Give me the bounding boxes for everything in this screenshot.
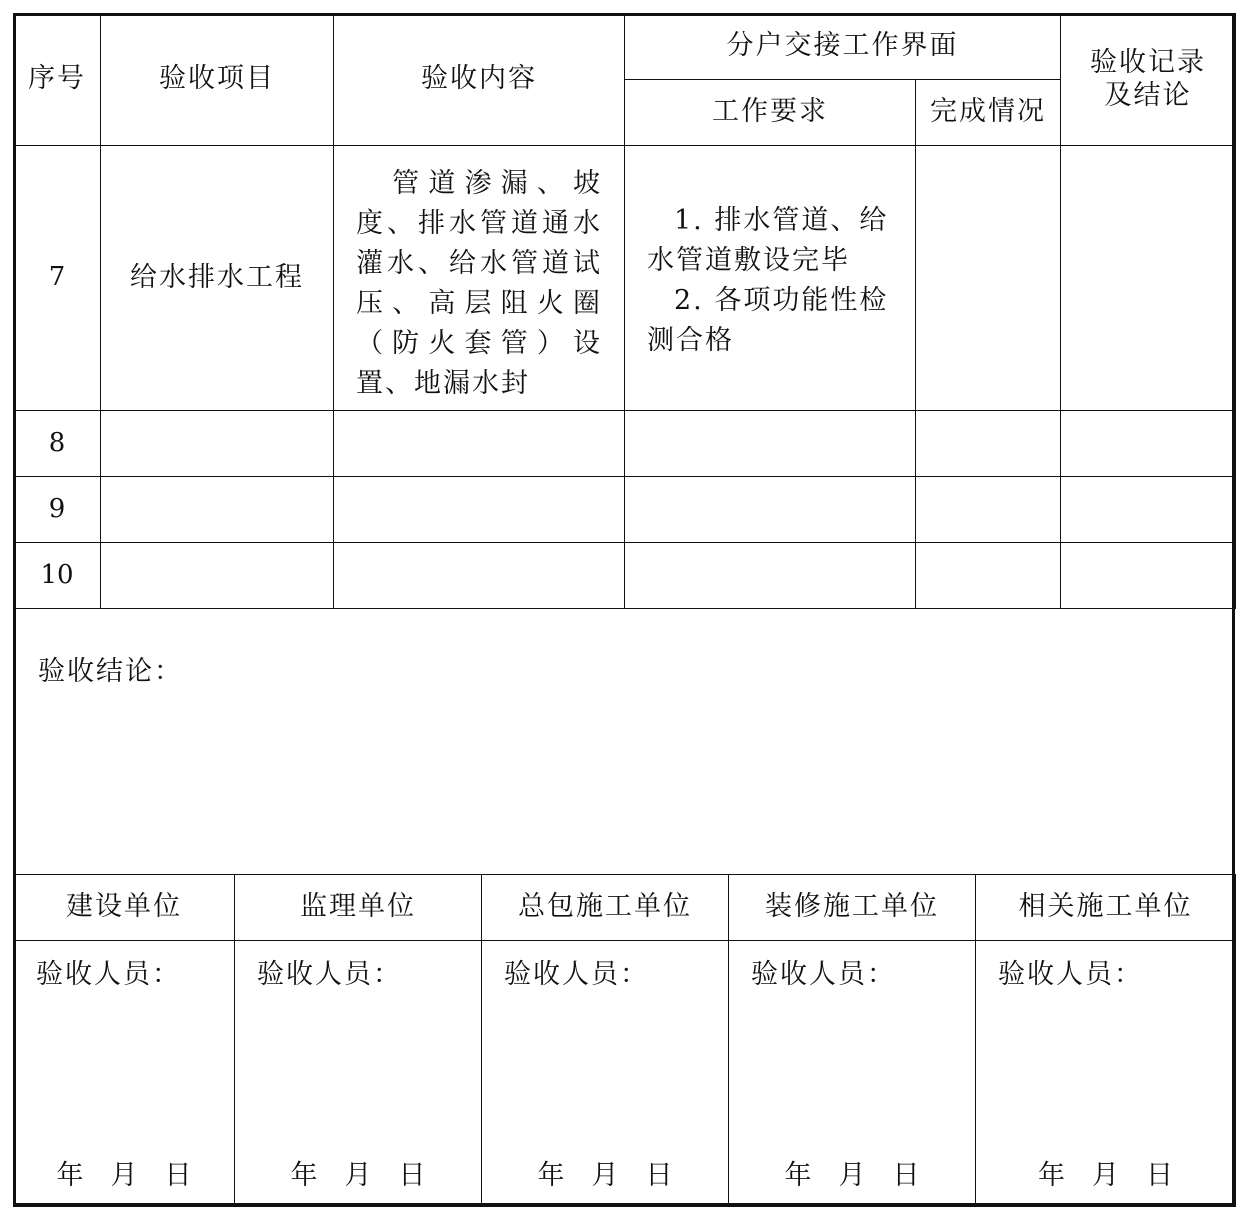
header-seq: 序号 — [14, 14, 101, 146]
unit-supervisor: 监理单位 — [235, 875, 482, 941]
date-label: 年 月 日 — [56, 1159, 192, 1191]
row-seq: 8 — [14, 411, 101, 477]
outer-frame — [13, 13, 1235, 1206]
unit-decoration-contractor: 装修施工单位 — [729, 875, 976, 941]
header-requirement: 工作要求 — [625, 80, 916, 146]
date-label: 年 月 日 — [290, 1159, 426, 1191]
date-label: 年 月 日 — [537, 1159, 673, 1191]
unit-owner: 建设单位 — [14, 875, 235, 941]
requirement-line-1b: 水管道敷设完毕 — [647, 245, 850, 276]
unit-general-contractor: 总包施工单位 — [482, 875, 729, 941]
row-seq: 7 — [14, 146, 101, 411]
header-record: 验收记录 及结论 — [1061, 14, 1236, 146]
header-completion: 完成情况 — [916, 80, 1061, 146]
header-content: 验收内容 — [334, 14, 625, 146]
requirement-line-2: 2. 各项功能性检 — [674, 285, 889, 316]
row-item: 给水排水工程 — [101, 146, 334, 411]
staff-label: 验收人员： — [257, 959, 402, 990]
unit-related-contractor: 相关施工单位 — [976, 875, 1236, 941]
staff-label: 验收人员： — [36, 959, 181, 990]
row-content: 管道渗漏、坡度、排水管道通水灌水、给水管道试压、高层阻火圈（防火套管）设置、地漏水封 — [334, 146, 625, 411]
requirement-line-1: 1. 排水管道、给 — [674, 205, 889, 236]
requirement-line-2b: 测合格 — [647, 325, 734, 356]
row-seq: 10 — [14, 543, 101, 609]
header-item: 验收项目 — [101, 14, 334, 146]
row-seq: 9 — [14, 477, 101, 543]
date-label: 年 月 日 — [1038, 1159, 1173, 1191]
staff-label: 验收人员： — [504, 959, 649, 990]
staff-label: 验收人员： — [751, 959, 896, 990]
staff-label: 验收人员： — [998, 959, 1143, 990]
date-label: 年 月 日 — [784, 1159, 920, 1191]
conclusion-label: 验收结论： — [38, 656, 183, 687]
header-interface: 分户交接工作界面 — [625, 14, 1061, 80]
